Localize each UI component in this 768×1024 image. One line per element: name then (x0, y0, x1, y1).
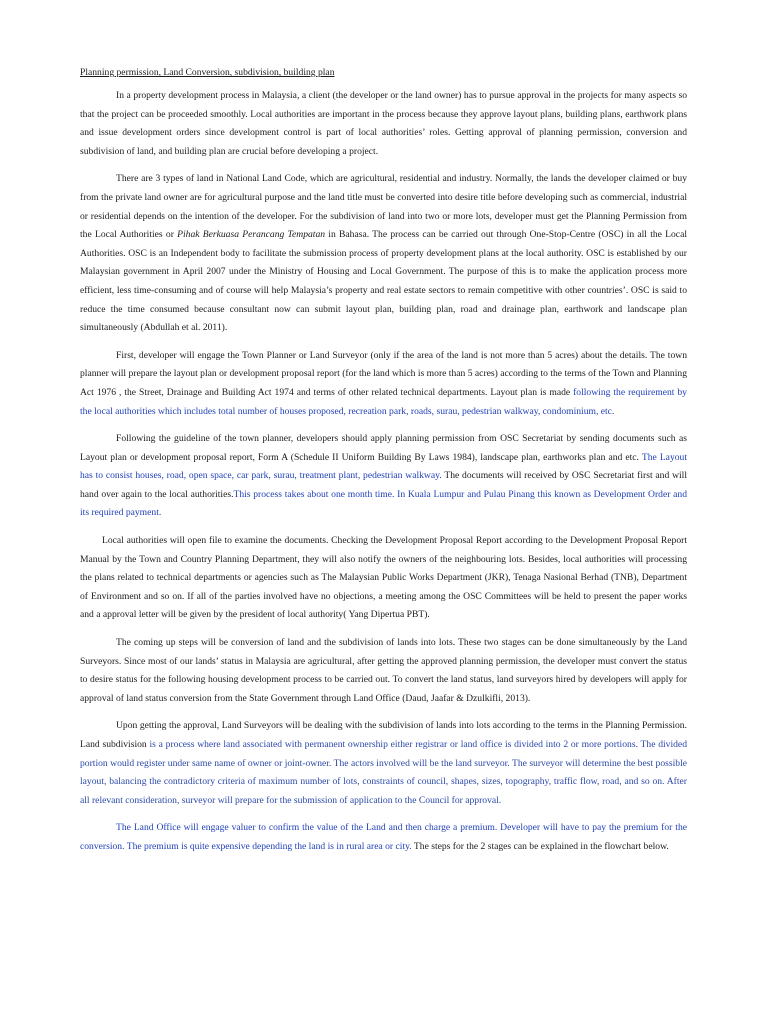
paragraph-local-authorities (80, 532, 687, 625)
paragraph-town-planner-text: First, developer will engage the Town Planner or Land Surveyor (only if the area of the land is not more than 5 acres) about the details. The town planner will prepare the layout plan or development proposal report (for the land which is more than 5 acres) according to the terms of the Town and Planning Act 1976 , the Street, Drainage and Building Act 1974 and terms of other related technical departments. Layout plan is made (80, 349, 687, 398)
paragraph-local-authorities-text: Local authorities will open file to examine the documents. Checking the Development Proposal Report according to the Development Proposal Report Manual by the Town and Country Planning Department, they will also notify the owners of the neighbouring lots. Besides, local authorities will processing the plans related to technical departments or agencies such as The Malaysian Public Works Department (JKR), Tenaga Nasional Berhad (TNB), Department of Environment and so on. If all of the parties involved have no objections, a meeting among the OSC Committees will be held to present the paper works and a approval letter will be given by the president of local authority( Yang Dipertua PBT). (80, 535, 687, 621)
paragraph-premium-text: The steps for the 2 stages can be explained in the flowchart below. (411, 840, 669, 852)
document-page (80, 64, 687, 866)
paragraph-planning-permission-text-a: Following the guideline of the town planner, developers should apply planning permission from OSC Secretariat by sending documents such as Layout plan or development proposal report, Form A (Schedule II Uniform Building By Laws 1984), landscape plan, earthworks plan and etc. (80, 433, 687, 463)
paragraph-planning-permission-text-b: The documents will received by OSC Secretariat first and will hand over again to the local authorities. (80, 470, 688, 500)
paragraph-conversion-text: The coming up steps will be conversion of land and the subdivision of lands into lots. These two stages can be done simultaneously by the Land Surveyors. Since most of our lands’ status in Malaysia are agricultural, after getting the approved planning permission, the developer must convert the status to desire status for the following housing development process to be carried out. To convert the land status, land surveyors hired by developers will apply for approval of land status conversion from the State Government through Land Office (Daud, Jaafar & Dzulkifli, 2013). (80, 637, 687, 704)
paragraph-subdivision (80, 717, 687, 810)
paragraph-town-planner (80, 347, 687, 421)
paragraph-intro (80, 87, 687, 161)
paragraph-intro-text: In a property development process in Malaysia, a client (the developer or the land owner) has to pursue approval in the projects for many aspects so that the project can be proceeded smoothly. Local authorities are important in the process because they approve layout plans, building plans, earthwork plans and issue development orders since development control is part of local authorities’ roles. Getting approval of planning permission, conversion and subdivision of land, and building plan are crucial before developing a project. (80, 90, 687, 157)
paragraph-land-types-text-a: There are 3 types of land in National Land Code, which are agricultural, residential and industry. Normally, the lands the developer claimed or buy from the private land owner are for agricultural purpose and the land title must be converted into desire title before developing such as commercial, industrial or residential depends on the intention of the developer. For the subdivision of land into two or more lots, developer must get the Planning Permission from the Local Authorities or (80, 173, 687, 241)
paragraph-planning-permission-highlight-2: This process takes about one month time. In Kuala Lumpur and Pulau Pinang this known as Development Order and its required payment. (80, 488, 687, 519)
paragraph-subdivision-highlight: is a process where land associated with permanent ownership either registrar or land office is divided into 2 or more portions. The divided portion would register under same name of owner or joint-owner. The actors involved will be the land surveyor. The surveyor will determine the best possible layout, balancing the contradictory criteria of maximum number of lots, constraints of council, shapes, sizes, topography, traffic flow, road, and so on. After all relevant consideration, surveyor will prepare for the submission of application to the Council for approval. (80, 739, 687, 806)
paragraph-planning-permission-highlight-1: The Layout has to consist houses, road, open space, car park, surau, treatment plant, pedestrian walkway. (80, 451, 687, 482)
document-title: Planning permission, Land Conversion, subdivision, building plan (80, 67, 335, 78)
paragraph-planning-permission (80, 430, 687, 523)
paragraph-premium-highlight: The Land Office will engage valuer to confirm the value of the Land and then charge a premium. Developer will have to pay the premium for the conversion. The premium is quite expensive depending the land is in rural area or city. (80, 822, 687, 852)
paragraph-land-types (80, 170, 687, 337)
paragraph-land-types-italic: Pihak Berkuasa Perancang Tempatan (177, 229, 326, 241)
paragraph-land-types-text-b: in Bahasa. The process can be carried out through One-Stop-Centre (OSC) in all the Local Authorities. OSC is an Independent body to facilitate the submission process of property development plans at the local authority. OSC is established by our Malaysian government in April 2007 under the Ministry of Housing and Local Government. The purpose of this is to make the application process more efficient, less time-consuming and of course will help Malaysia’s property and real estate sectors to remain competitive with other countries’. OSC is said to reduce the time consumed because consultant now can submit layout plan, building plan, road and drainage plan, earthwork and landscape plan simultaneously (Abdullah et al. 2011). (80, 229, 687, 334)
paragraph-conversion (80, 634, 687, 708)
paragraph-town-planner-highlight: following the requirement by the local authorities which includes total number of houses proposed, recreation park, roads, surau, pedestrian walkway, condominium, etc. (80, 386, 687, 417)
paragraph-subdivision-text: Upon getting the approval, Land Surveyors will be dealing with the subdivision of lands into lots according to the terms in the Planning Permission. Land subdivision (80, 720, 687, 750)
paragraph-premium (80, 819, 687, 856)
